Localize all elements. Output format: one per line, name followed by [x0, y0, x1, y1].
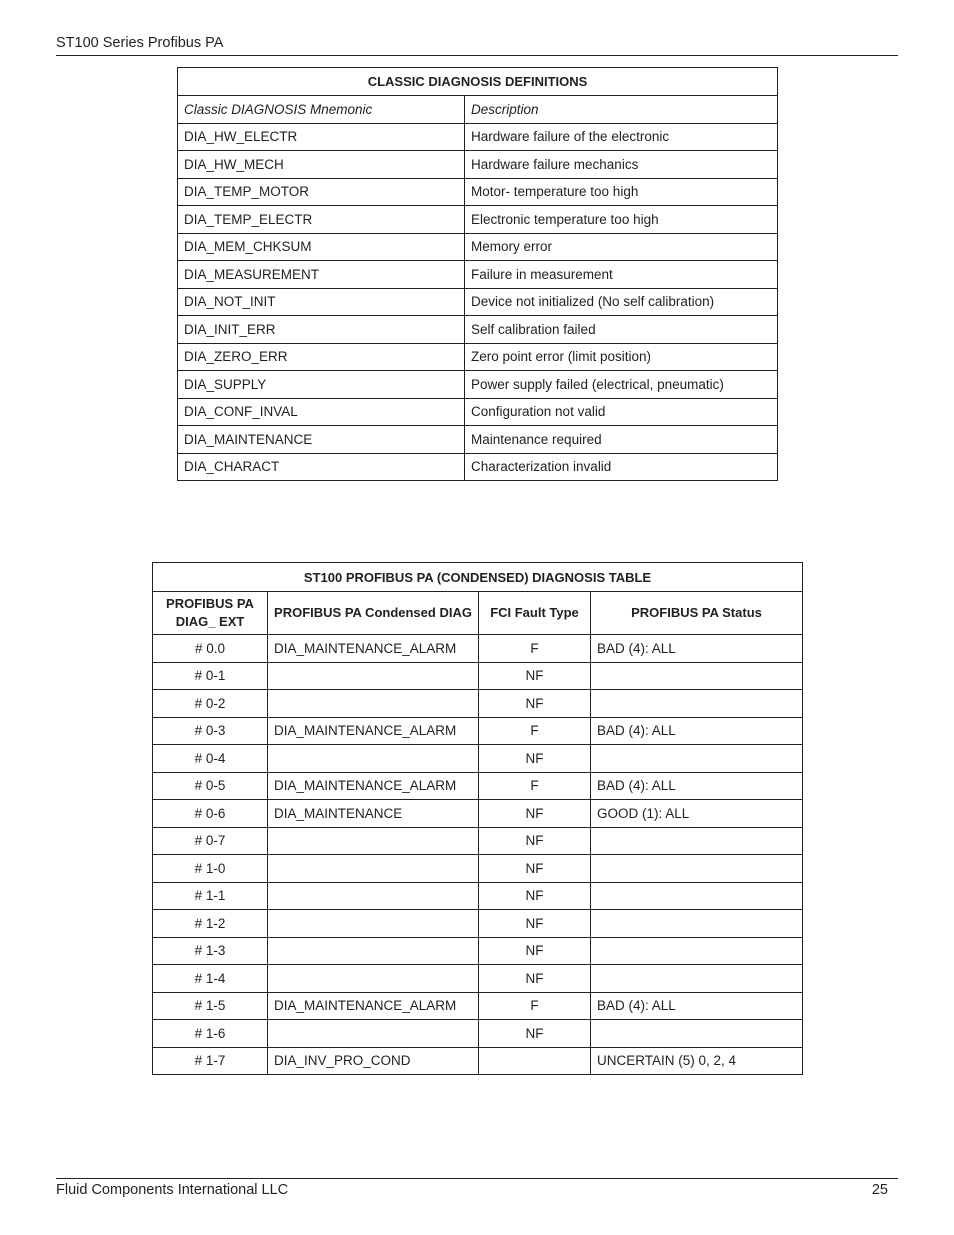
table-row — [178, 151, 778, 179]
footer-divider — [56, 1178, 898, 1179]
classic-table-title: CLASSIC DIAGNOSIS DEFINITIONS — [178, 68, 778, 96]
table-row — [178, 123, 778, 151]
col-header-condensed-diag: PROFIBUS PA Condensed DIAG — [268, 592, 479, 635]
classic-diagnosis-table — [177, 67, 778, 481]
fault-type-cell: NF — [479, 690, 591, 718]
fault-type-cell: F — [479, 635, 591, 663]
diag-ext-cell: # 1-5 — [153, 992, 268, 1020]
status-cell — [591, 827, 803, 855]
diag-ext-cell: # 1-7 — [153, 1047, 268, 1075]
mnemonic-cell: DIA_SUPPLY — [178, 371, 465, 399]
status-cell — [591, 937, 803, 965]
status-cell: BAD (4): ALL — [591, 992, 803, 1020]
condensed-diag-cell: DIA_MAINTENANCE_ALARM — [268, 772, 479, 800]
fault-type-cell: NF — [479, 800, 591, 828]
condensed-diag-cell — [268, 1020, 479, 1048]
diag-ext-cell: # 1-3 — [153, 937, 268, 965]
table-row — [153, 1047, 803, 1075]
fault-type-cell: NF — [479, 1020, 591, 1048]
status-cell: BAD (4): ALL — [591, 717, 803, 745]
condensed-diag-cell: DIA_INV_PRO_COND — [268, 1047, 479, 1075]
status-cell — [591, 690, 803, 718]
mnemonic-cell: DIA_MAINTENANCE — [178, 426, 465, 454]
table-row — [153, 855, 803, 883]
table-row — [178, 288, 778, 316]
fault-type-cell — [479, 1047, 591, 1075]
description-cell: Zero point error (limit position) — [465, 343, 778, 371]
condensed-table-title: ST100 PROFIBUS PA (CONDENSED) DIAGNOSIS TABLE — [153, 563, 803, 592]
status-cell — [591, 745, 803, 773]
diag-ext-cell: # 0.0 — [153, 635, 268, 663]
fault-type-cell: F — [479, 992, 591, 1020]
condensed-diag-cell: DIA_MAINTENANCE_ALARM — [268, 992, 479, 1020]
condensed-diag-cell — [268, 910, 479, 938]
table-row — [153, 992, 803, 1020]
table-row — [153, 662, 803, 690]
status-cell — [591, 1020, 803, 1048]
description-cell: Characterization invalid — [465, 453, 778, 481]
diag-ext-cell: # 0-6 — [153, 800, 268, 828]
diag-ext-cell: # 0-4 — [153, 745, 268, 773]
table-row — [178, 453, 778, 481]
mnemonic-cell: DIA_TEMP_MOTOR — [178, 178, 465, 206]
status-cell — [591, 882, 803, 910]
fault-type-cell: NF — [479, 882, 591, 910]
diag-ext-cell: # 1-0 — [153, 855, 268, 883]
table-row — [178, 371, 778, 399]
mnemonic-cell: DIA_HW_MECH — [178, 151, 465, 179]
table-row — [153, 882, 803, 910]
description-cell: Configuration not valid — [465, 398, 778, 426]
mnemonic-cell: DIA_INIT_ERR — [178, 316, 465, 344]
condensed-diag-cell: DIA_MAINTENANCE_ALARM — [268, 635, 479, 663]
col-header-status: PROFIBUS PA Status — [591, 592, 803, 635]
condensed-diag-cell — [268, 745, 479, 773]
status-cell: BAD (4): ALL — [591, 635, 803, 663]
table-row — [153, 1020, 803, 1048]
table-row — [153, 635, 803, 663]
table-row — [178, 233, 778, 261]
fault-type-cell: F — [479, 717, 591, 745]
table-row — [178, 206, 778, 234]
fault-type-cell: NF — [479, 910, 591, 938]
mnemonic-cell: DIA_MEASUREMENT — [178, 261, 465, 289]
fault-type-cell: NF — [479, 855, 591, 883]
status-cell — [591, 855, 803, 883]
header-divider — [56, 55, 898, 56]
description-cell: Maintenance required — [465, 426, 778, 454]
description-cell: Motor- temperature too high — [465, 178, 778, 206]
description-cell: Device not initialized (No self calibration) — [465, 288, 778, 316]
diag-ext-cell: # 0-3 — [153, 717, 268, 745]
diag-ext-cell: # 1-6 — [153, 1020, 268, 1048]
diag-ext-cell: # 1-2 — [153, 910, 268, 938]
mnemonic-cell: DIA_NOT_INIT — [178, 288, 465, 316]
condensed-diagnosis-table — [152, 562, 803, 1075]
condensed-diag-cell — [268, 690, 479, 718]
condensed-diag-cell — [268, 965, 479, 993]
diag-ext-cell: # 1-1 — [153, 882, 268, 910]
description-cell: Electronic temperature too high — [465, 206, 778, 234]
col-header-description: Description — [465, 96, 778, 124]
table-row — [178, 343, 778, 371]
table-row — [153, 717, 803, 745]
status-cell: GOOD (1): ALL — [591, 800, 803, 828]
diag-ext-cell: # 0-1 — [153, 662, 268, 690]
table-row — [153, 827, 803, 855]
table-row — [178, 398, 778, 426]
mnemonic-cell: DIA_TEMP_ELECTR — [178, 206, 465, 234]
fault-type-cell: NF — [479, 827, 591, 855]
status-cell — [591, 910, 803, 938]
mnemonic-cell: DIA_CHARACT — [178, 453, 465, 481]
page-header-title: ST100 Series Profibus PA — [56, 35, 224, 51]
condensed-diag-cell — [268, 937, 479, 965]
fault-type-cell: NF — [479, 745, 591, 773]
page-number: 25 — [871, 1182, 888, 1198]
fault-type-cell: NF — [479, 662, 591, 690]
footer-company: Fluid Components International LLC — [56, 1182, 289, 1198]
fault-type-cell: F — [479, 772, 591, 800]
table-row — [178, 178, 778, 206]
mnemonic-cell: DIA_CONF_INVAL — [178, 398, 465, 426]
diag-ext-cell: # 0-7 — [153, 827, 268, 855]
description-cell: Hardware failure mechanics — [465, 151, 778, 179]
status-cell: UNCERTAIN (5) 0, 2, 4 — [591, 1047, 803, 1075]
table-row — [178, 261, 778, 289]
diag-ext-cell: # 0-2 — [153, 690, 268, 718]
condensed-diag-cell — [268, 882, 479, 910]
table-row — [153, 937, 803, 965]
description-cell: Failure in measurement — [465, 261, 778, 289]
col-header-diag-ext: PROFIBUS PA DIAG_ EXT — [153, 592, 268, 635]
mnemonic-cell: DIA_MEM_CHKSUM — [178, 233, 465, 261]
table-row — [153, 745, 803, 773]
col-header-fault-type: FCI Fault Type — [479, 592, 591, 635]
fault-type-cell: NF — [479, 937, 591, 965]
mnemonic-cell: DIA_ZERO_ERR — [178, 343, 465, 371]
description-cell: Self calibration failed — [465, 316, 778, 344]
condensed-diag-cell — [268, 827, 479, 855]
fault-type-cell: NF — [479, 965, 591, 993]
description-cell: Hardware failure of the electronic — [465, 123, 778, 151]
table-row — [178, 316, 778, 344]
condensed-diag-cell — [268, 662, 479, 690]
mnemonic-cell: DIA_HW_ELECTR — [178, 123, 465, 151]
table-row — [153, 800, 803, 828]
col-header-mnemonic: Classic DIAGNOSIS Mnemonic — [178, 96, 465, 124]
diag-ext-cell: # 1-4 — [153, 965, 268, 993]
status-cell — [591, 662, 803, 690]
description-cell: Memory error — [465, 233, 778, 261]
condensed-diag-cell — [268, 855, 479, 883]
table-row — [153, 910, 803, 938]
description-cell: Power supply failed (electrical, pneumatic) — [465, 371, 778, 399]
diag-ext-cell: # 0-5 — [153, 772, 268, 800]
condensed-diag-cell: DIA_MAINTENANCE_ALARM — [268, 717, 479, 745]
table-row — [153, 965, 803, 993]
status-cell: BAD (4): ALL — [591, 772, 803, 800]
status-cell — [591, 965, 803, 993]
table-row — [178, 426, 778, 454]
table-row — [153, 690, 803, 718]
condensed-diag-cell: DIA_MAINTENANCE — [268, 800, 479, 828]
table-row — [153, 772, 803, 800]
